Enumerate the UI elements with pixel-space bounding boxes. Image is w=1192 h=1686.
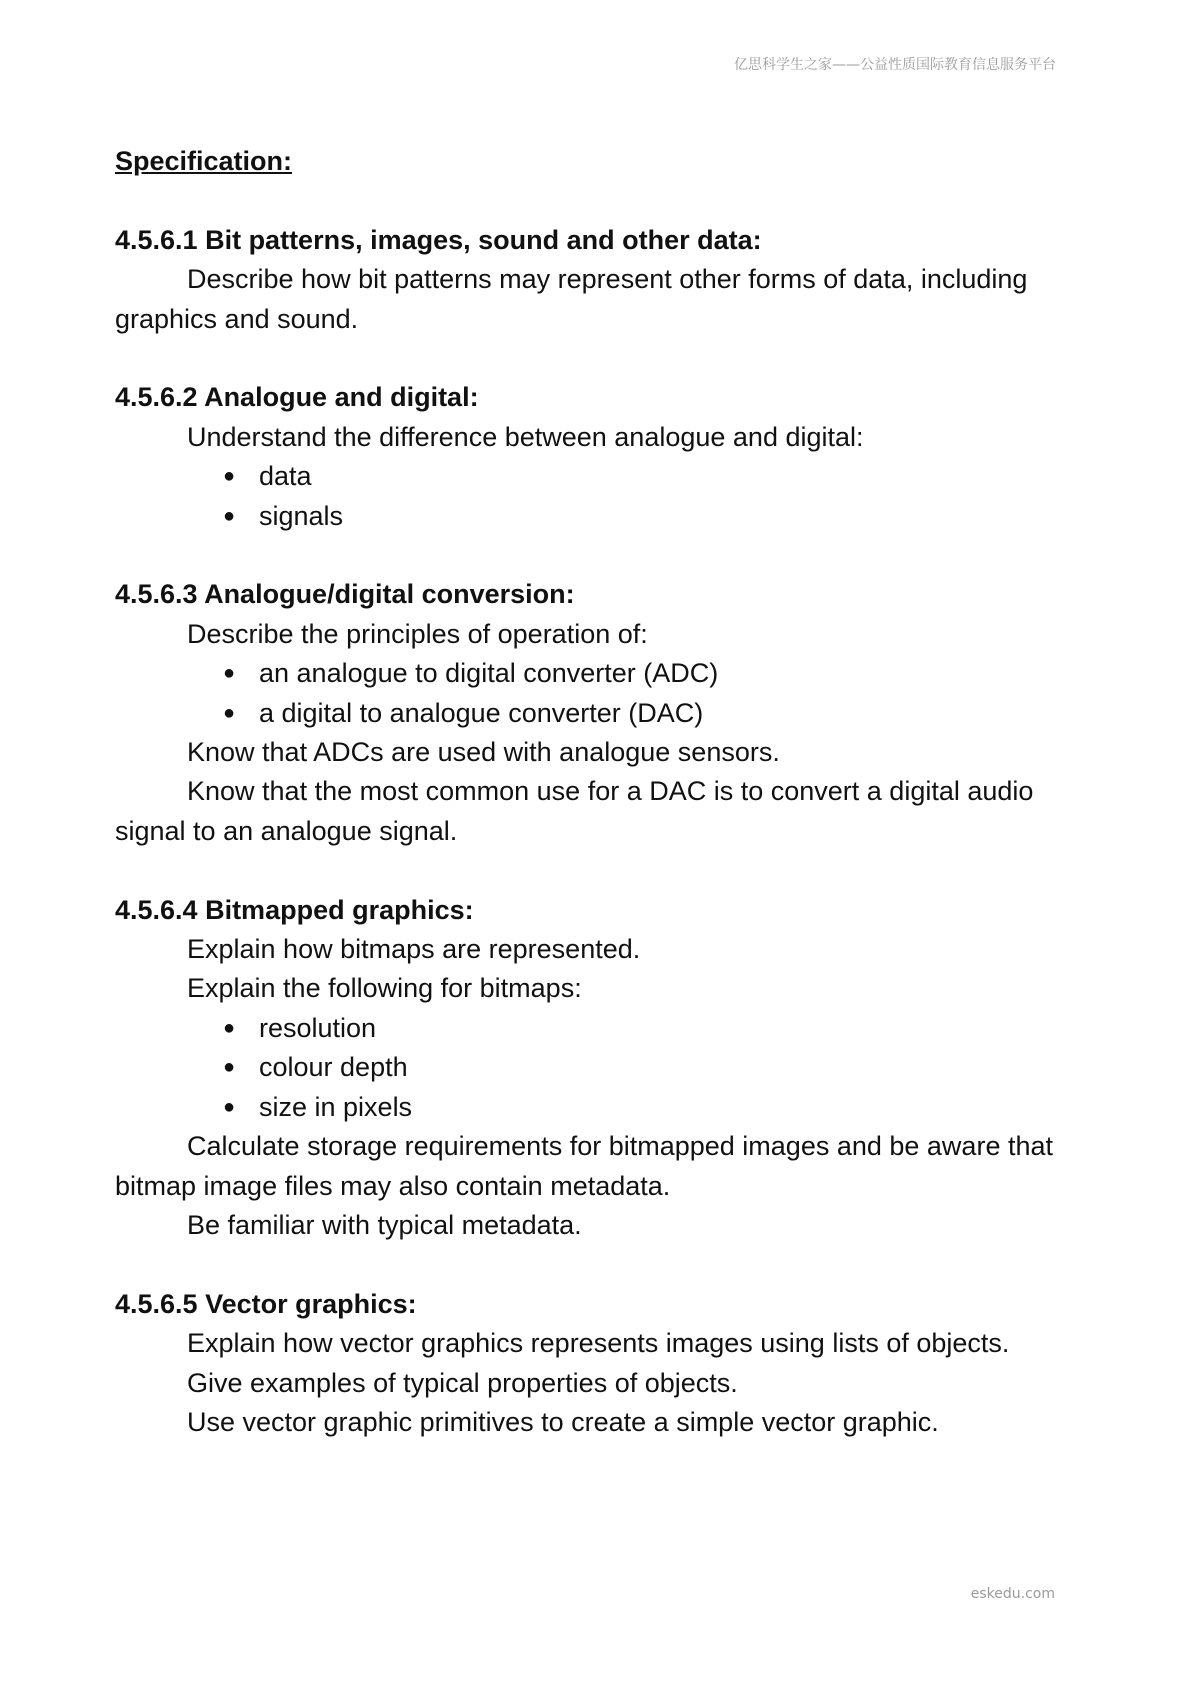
section-4-5-6-5: [115, 1285, 1080, 1443]
bullet-list: [115, 654, 1080, 733]
page-title: Specification:: [115, 146, 293, 176]
paragraph: Calculate storage requirements for bitmapped images and be aware that bitmap image files may also contain metadata.: [115, 1131, 1053, 1201]
bullet-list: [115, 1009, 1080, 1127]
section-4-5-6-4: [115, 891, 1080, 1246]
page-header: 亿思科学生之家——公益性质国际教育信息服务平台: [734, 57, 1056, 73]
section-heading: 4.5.6.3 Analogue/digital conversion:: [115, 579, 575, 610]
section-4-5-6-1: [115, 221, 1080, 339]
list-item: ● signals: [223, 497, 1080, 536]
list-item: ● a digital to analogue converter (DAC): [223, 694, 1080, 733]
paragraph: Know that ADCs are used with analogue sensors.: [187, 737, 780, 768]
paragraph: Explain how bitmaps are represented.: [187, 934, 641, 965]
paragraph: Explain the following for bitmaps:: [187, 973, 582, 1004]
section-4-5-6-3: [115, 575, 1080, 851]
section-heading: 4.5.6.2 Analogue and digital:: [115, 382, 479, 413]
paragraph: Describe how bit patterns may represent other forms of data, including graphics and sound.: [115, 264, 1028, 334]
list-item: ● an analogue to digital converter (ADC): [223, 654, 1080, 693]
paragraph: Know that the most common use for a DAC is to convert a digital audio signal to an analogue signal.: [115, 776, 1034, 846]
paragraph: Use vector graphic primitives to create a simple vector graphic.: [187, 1406, 939, 1437]
list-item: ● resolution: [223, 1009, 1080, 1048]
page-footer: eskedu.com: [970, 1586, 1055, 1602]
section-heading: 4.5.6.1 Bit patterns, images, sound and other data:: [115, 224, 762, 255]
list-item: ● data: [223, 457, 1080, 496]
paragraph: Understand the difference between analogue and digital:: [187, 421, 864, 452]
document-body: [115, 142, 1080, 1482]
list-item: ● size in pixels: [223, 1088, 1080, 1127]
section-heading: 4.5.6.5 Vector graphics:: [115, 1288, 417, 1319]
paragraph: Be familiar with typical metadata.: [187, 1209, 582, 1240]
paragraph: Explain how vector graphics represents images using lists of objects.: [187, 1328, 1010, 1359]
section-heading: 4.5.6.4 Bitmapped graphics:: [115, 894, 474, 925]
paragraph: Describe the principles of operation of:: [187, 618, 648, 649]
list-item: ● colour depth: [223, 1048, 1080, 1087]
section-4-5-6-2: [115, 378, 1080, 536]
bullet-list: [115, 457, 1080, 536]
paragraph: Give examples of typical properties of objects.: [187, 1367, 738, 1398]
